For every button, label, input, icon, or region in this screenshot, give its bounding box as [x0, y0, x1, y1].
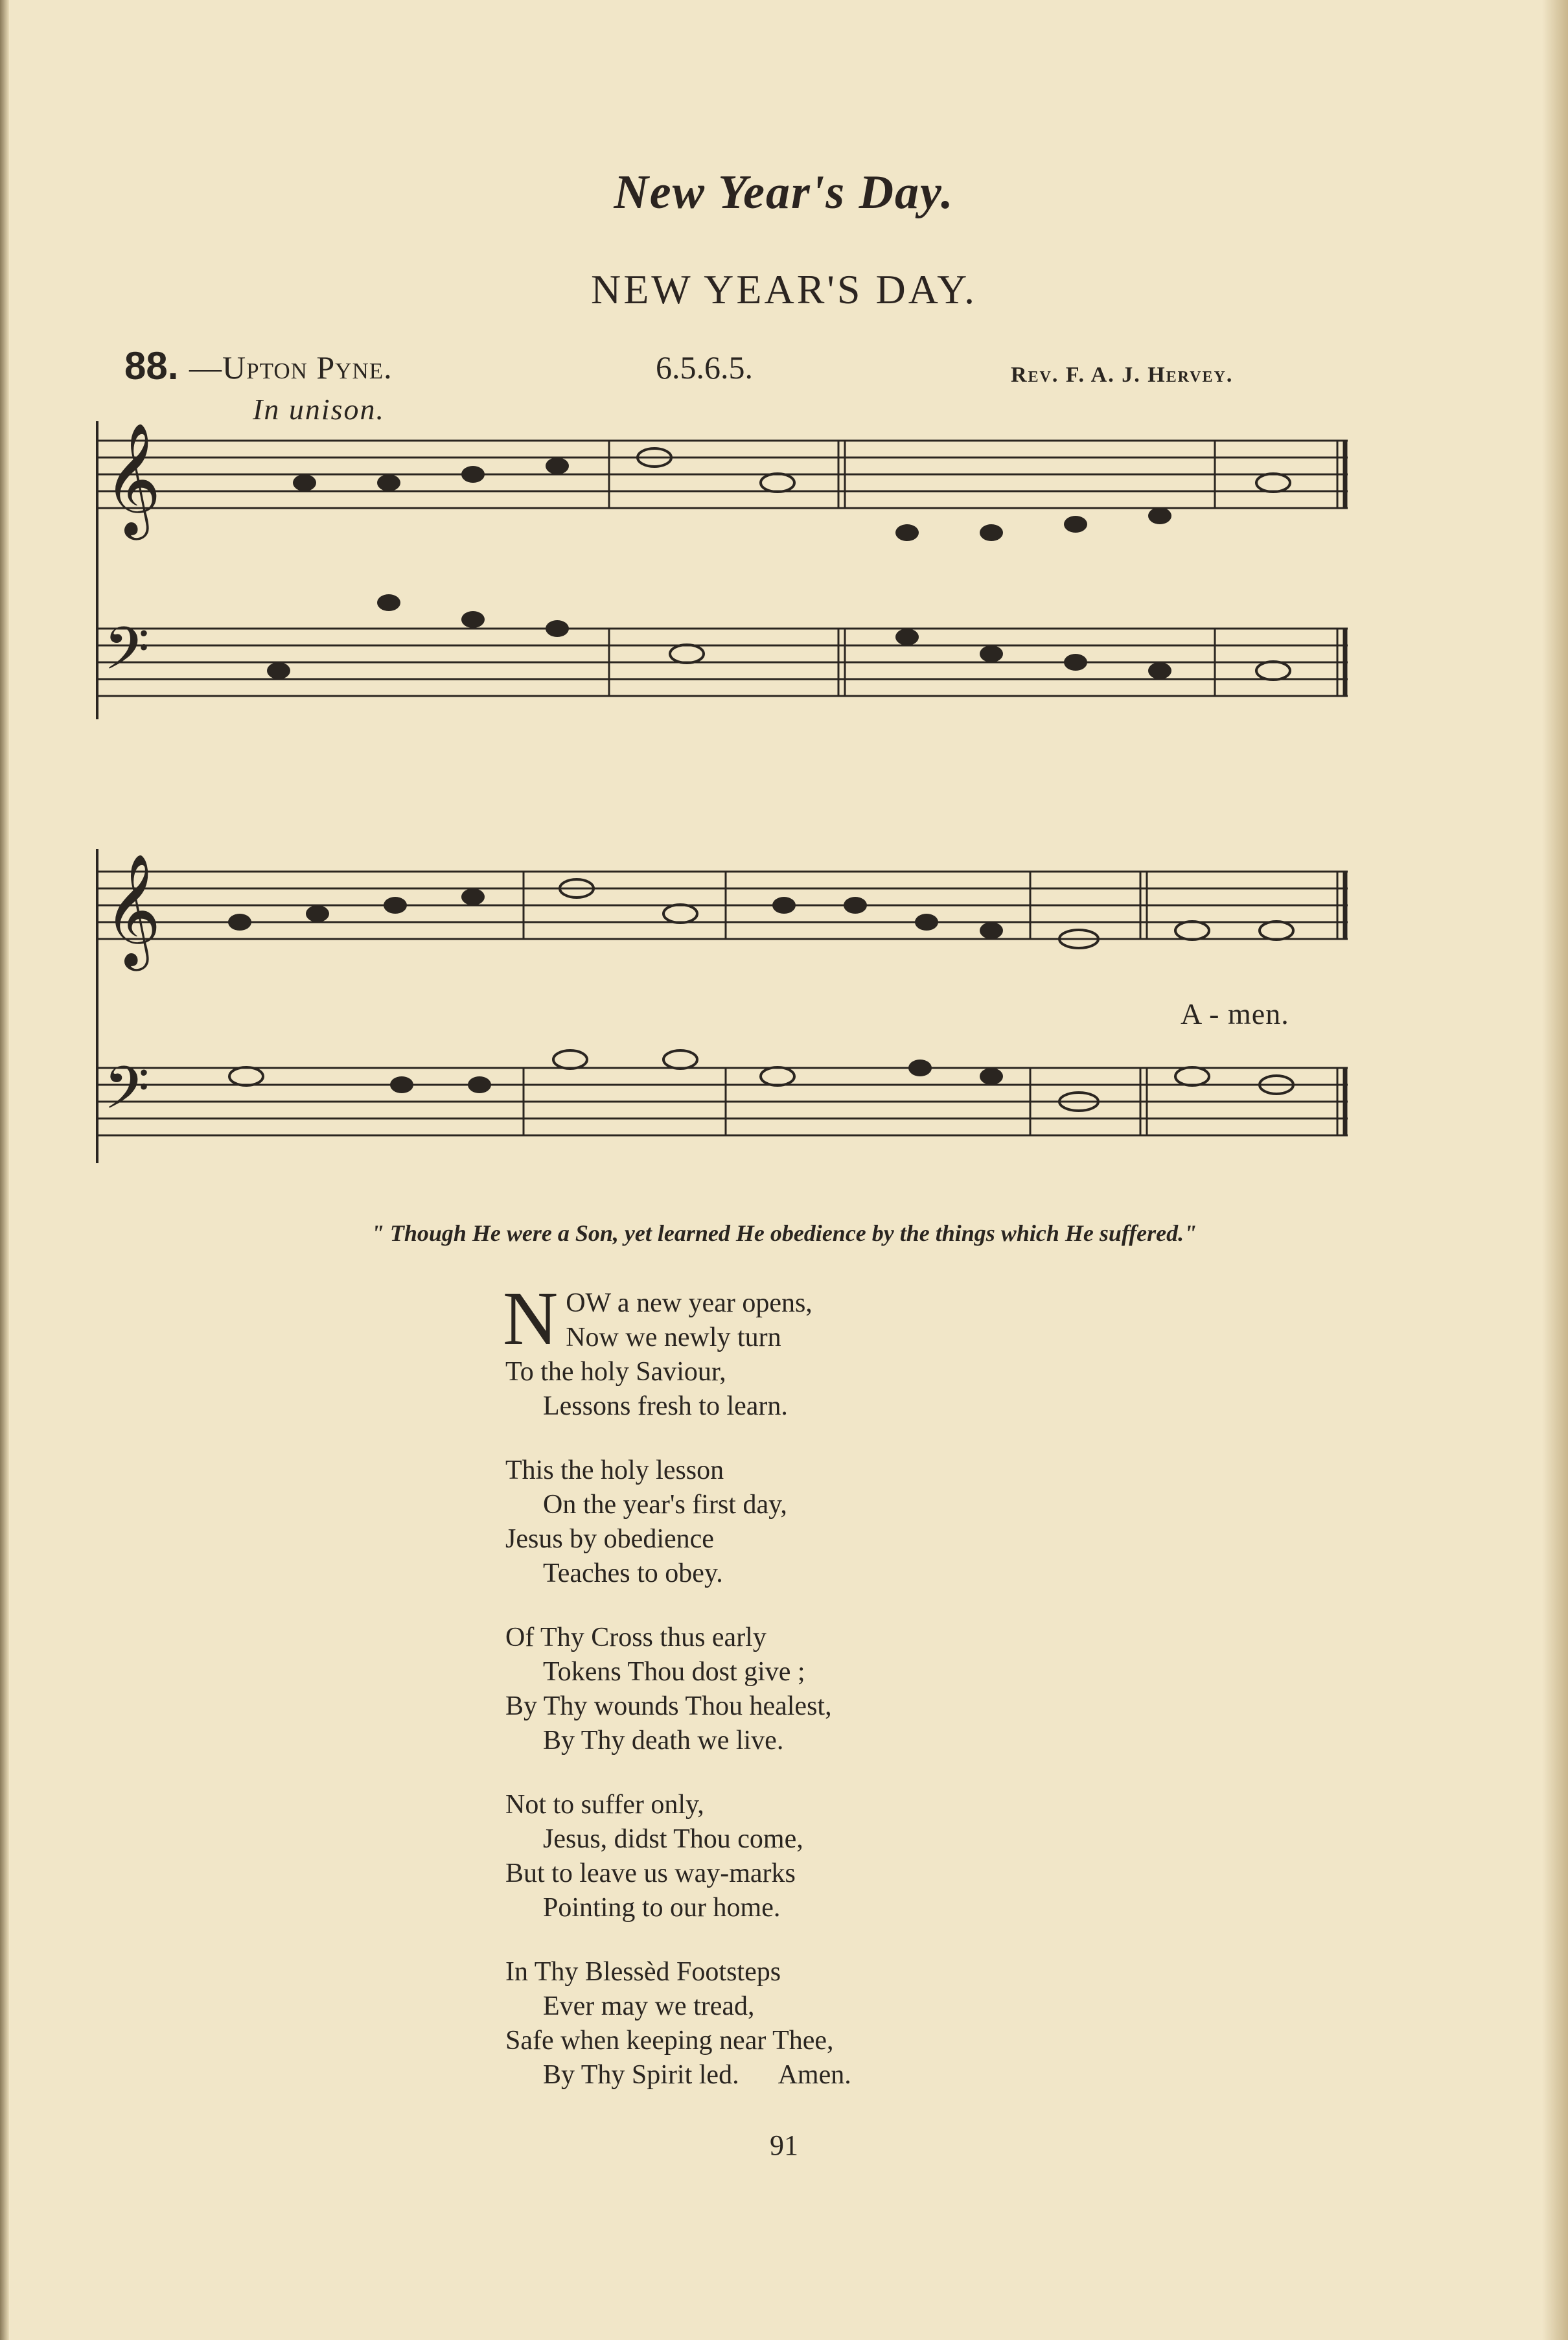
notes-system-2 [104, 853, 1293, 1137]
hymn-line: Jesus by obedience [505, 1524, 714, 1554]
drop-cap: N [503, 1276, 559, 1361]
stanza-5 [505, 1955, 851, 2092]
hymn-line: Now we newly turn [566, 1323, 781, 1352]
hymn-line: Safe when keeping near Thee, [505, 2026, 834, 2056]
page-title: NEW YEAR'S DAY. [590, 266, 978, 312]
hymn-line: Ever may we tread, [543, 1991, 755, 2021]
bass-staff-2 [97, 1068, 1348, 1135]
hymn-line: Pointing to our home. [543, 1893, 781, 1923]
treble-clef-icon-2: 𝄞 [104, 853, 161, 966]
hymn-line: Lessons fresh to learn. [543, 1391, 788, 1421]
bass-clef-icon-2: 𝄢 [104, 1054, 150, 1137]
treble-clef-icon: 𝄞 [104, 423, 161, 535]
tune-composer: Rev. F. A. J. Hervey. [1011, 363, 1234, 387]
epigraph: " Though He were a Son, yet learned He obedience by the things which He suffered." [371, 1220, 1197, 1246]
stanza-4 [505, 1788, 851, 1925]
notes-system-1 [104, 423, 1290, 697]
hymn-line: Of Thy Cross thus early [505, 1623, 767, 1652]
hymn-line: On the year's first day, [543, 1490, 787, 1520]
hymn-line: This the holy lesson [505, 1455, 724, 1485]
treble-staff-2 [97, 872, 1348, 939]
performance-direction: In unison. [253, 393, 385, 426]
hymn-line: OW a new year opens, [566, 1288, 813, 1318]
page-number: 91 [770, 2129, 798, 2161]
hymn-line: Tokens Thou dost give ; [543, 1657, 805, 1687]
stanza-3 [505, 1621, 851, 1758]
stanza-2 [505, 1454, 851, 1591]
amen-lyric: A - men. [1181, 997, 1289, 1030]
bass-staff-1 [97, 629, 1348, 696]
hymn-line: In Thy Blessèd Footsteps [505, 1957, 781, 1987]
hymn-line: But to leave us way-marks [505, 1859, 796, 1888]
hymn-line: By Thy death we live. [543, 1726, 784, 1755]
hymn-line: By Thy wounds Thou healest, [505, 1691, 832, 1721]
tune-number: 88. [124, 344, 179, 388]
closing-amen: Amen. [778, 2060, 851, 2090]
hymn-line-text: By Thy Spirit led. [543, 2060, 739, 2090]
hymn-line: Jesus, didst Thou come, [543, 1824, 803, 1854]
treble-staff-1 [97, 441, 1348, 508]
bass-clef-icon: 𝄢 [104, 614, 150, 697]
hymn-line: To the holy Saviour, [505, 1357, 726, 1387]
stanza-1 [503, 1276, 851, 1424]
blackletter-heading: New Year's Day. [614, 166, 954, 219]
tune-meter: 6.5.6.5. [656, 349, 753, 386]
hymn-line: Teaches to obey. [543, 1558, 723, 1588]
hymn-line: Not to suffer only, [505, 1790, 704, 1820]
hymn-line [505, 2058, 851, 2092]
system-2 [97, 849, 1348, 1163]
hymn-text [503, 1276, 851, 2122]
tune-name: —Upton Pyne. [189, 349, 393, 386]
